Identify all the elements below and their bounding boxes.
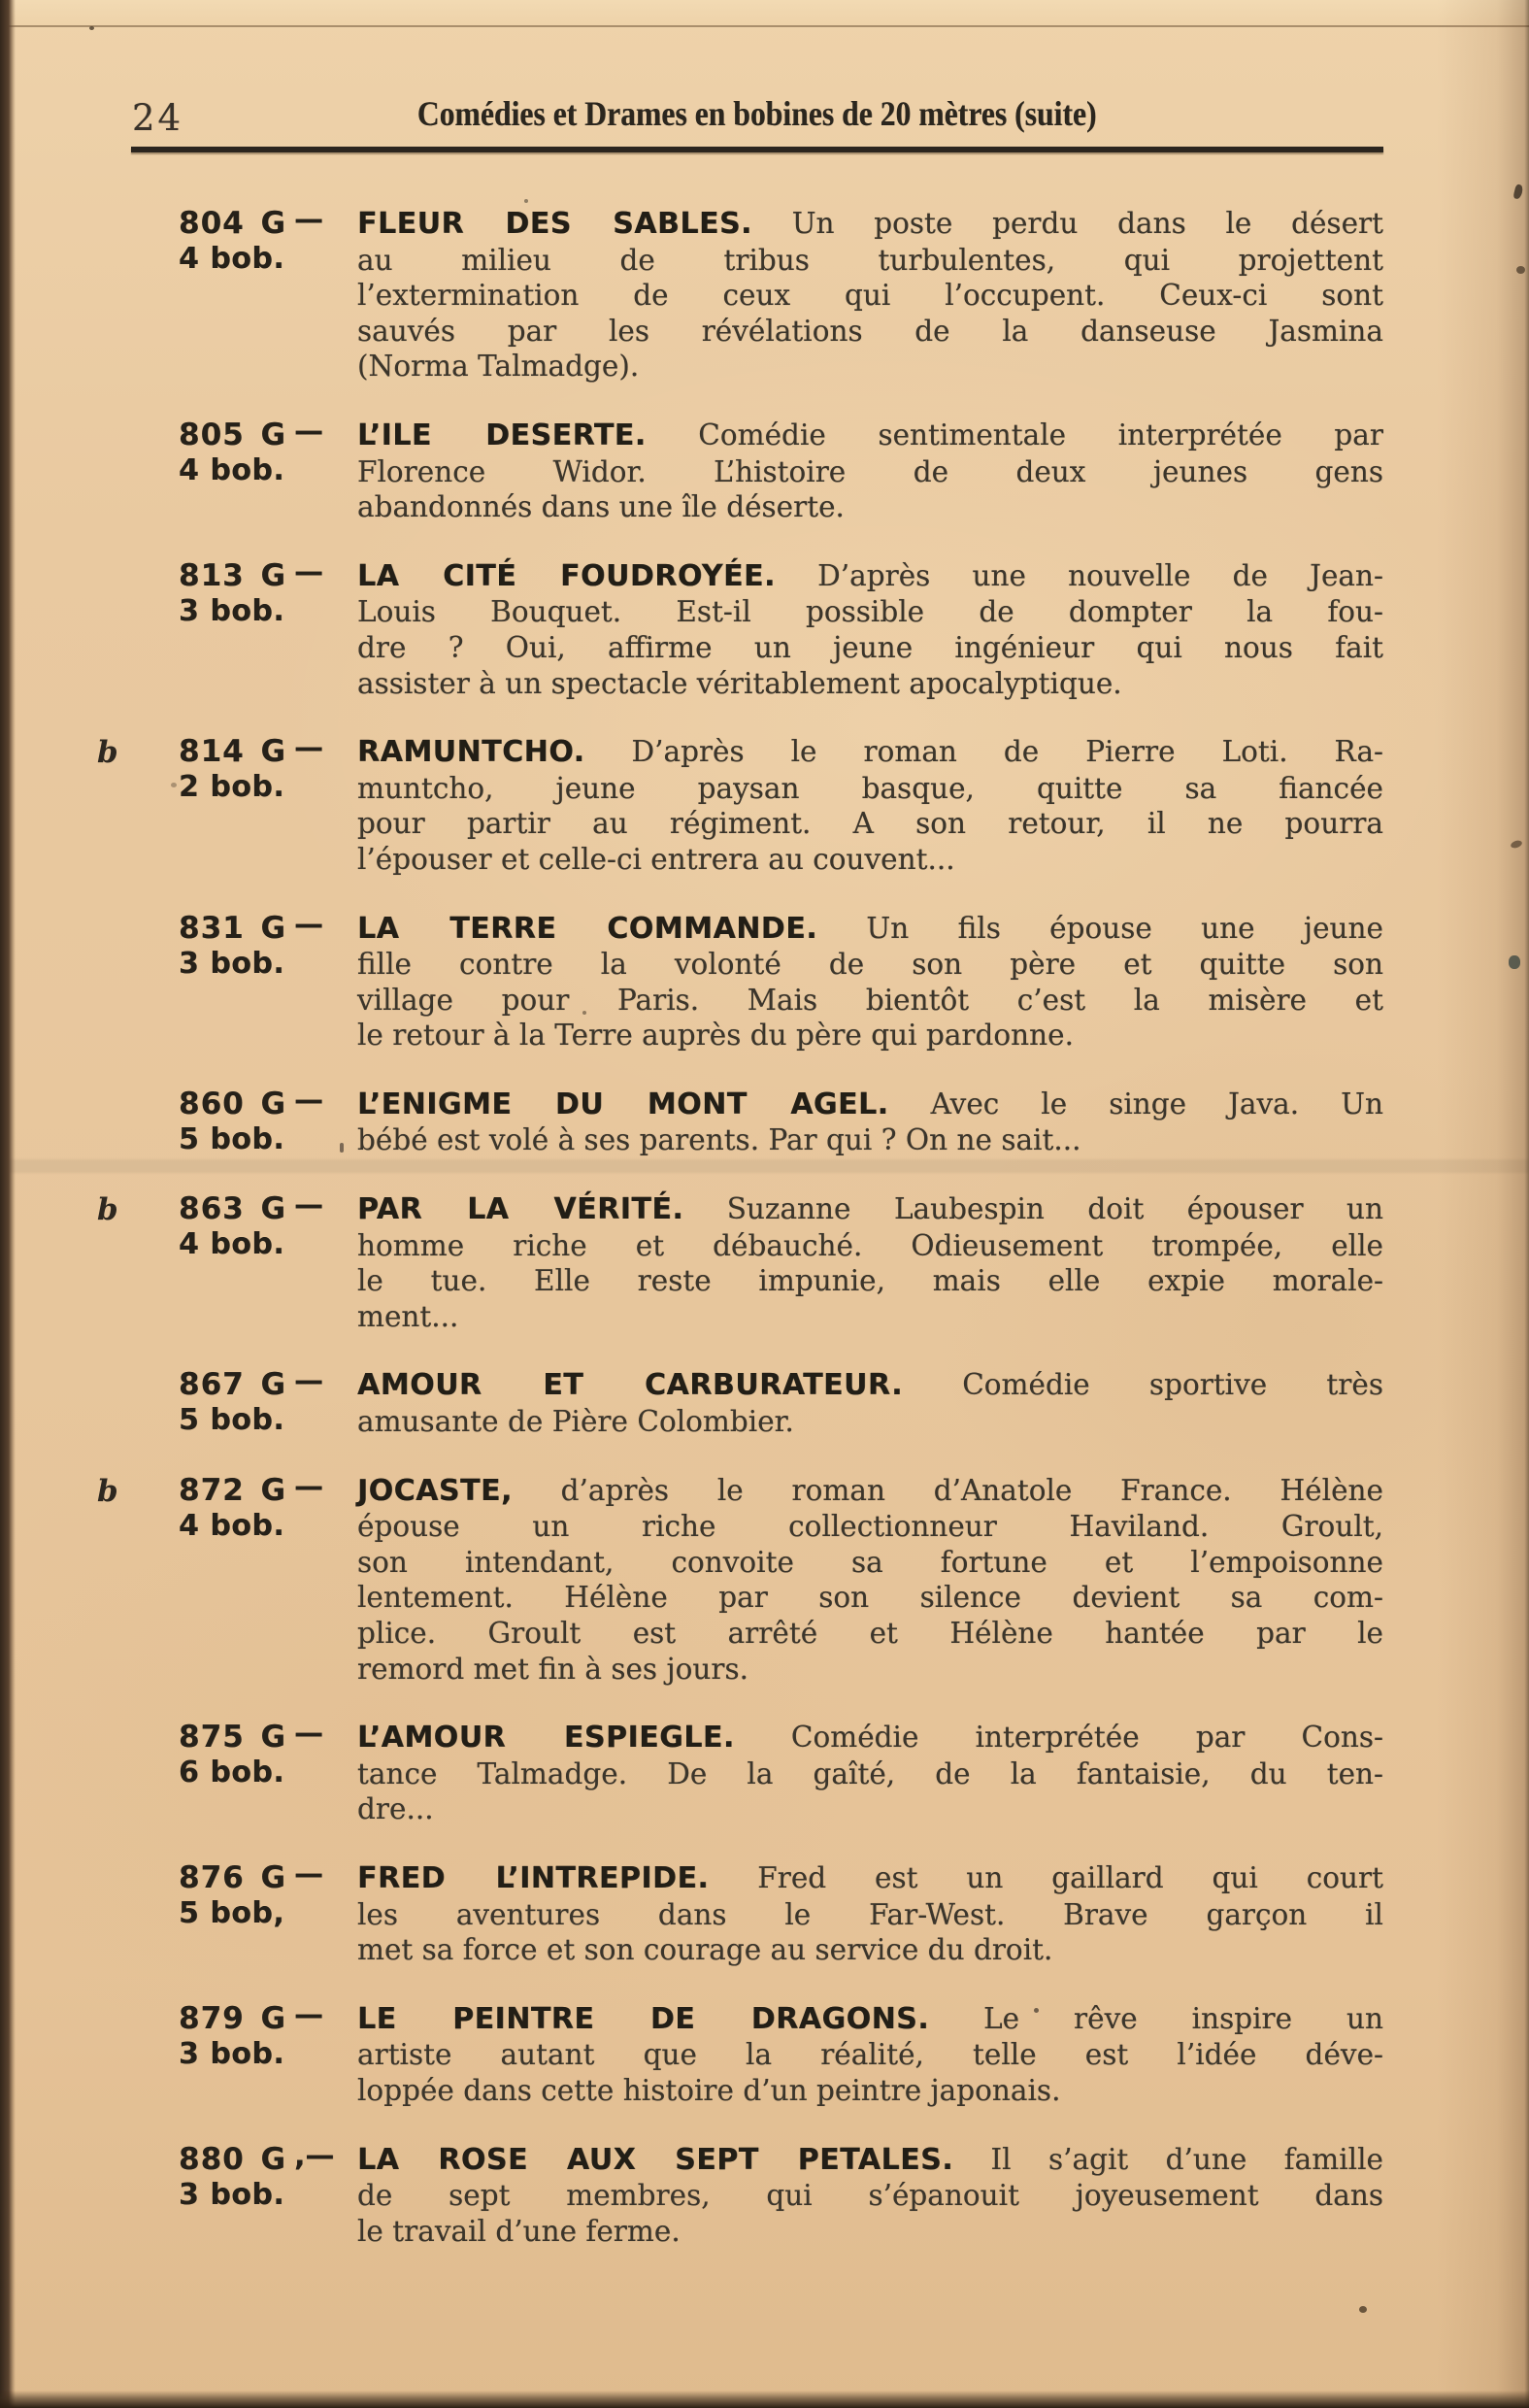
- description-text: Il s’agit d’une famille: [990, 2142, 1383, 2176]
- description-text: Un poste perdu dans le désert: [791, 207, 1383, 240]
- text-line: le travail d’une ferme.: [357, 2214, 681, 2248]
- entry-text: [357, 418, 1383, 525]
- reel-count: 6 bob.: [179, 1756, 285, 1790]
- film-title: L’ENIGME DU MONT AGEL.: [357, 1087, 889, 1121]
- catalog-entry: [0, 203, 1529, 385]
- page-number: 24: [132, 97, 184, 139]
- reel-count: 5 bob.: [179, 1121, 285, 1156]
- film-number: 863 G: [179, 1191, 286, 1227]
- dash-separator: —: [294, 1364, 323, 1399]
- text-line: [357, 2001, 1383, 2038]
- text-line: pour partir au régiment. A son retour, il ne pourra: [357, 807, 1383, 841]
- dash-separator: —: [294, 203, 323, 237]
- dash-separator: —: [294, 907, 323, 942]
- text-line: [357, 1860, 1383, 1897]
- text-line: son intendant, convoite sa fortune et l’empoisonne: [357, 1545, 1383, 1579]
- film-title: L’AMOUR ESPIEGLE.: [357, 1721, 735, 1756]
- text-line: [357, 734, 1383, 771]
- text-line: tance Talmadge. De la gaîté, de la fantaisie, du ten-: [357, 1756, 1383, 1790]
- reel-count: 4 bob.: [179, 242, 285, 276]
- text-line: fille contre la volonté de son père et quitte son: [357, 948, 1383, 982]
- entry-text: [357, 1860, 1383, 1968]
- text-line: l’extermination de ceux qui l’occupent. Ceux-ci sont: [357, 279, 1383, 313]
- description-text: Fred est un gaillard qui court: [757, 1860, 1383, 1894]
- film-number: 805 G: [179, 417, 286, 452]
- entry-text: [357, 1473, 1383, 1688]
- margin-annotation: b: [97, 1192, 118, 1228]
- dash-separator: —: [294, 554, 323, 589]
- catalog-entry: [0, 1364, 1529, 1439]
- description-text: D’après le roman de Pierre Loti. Ra-: [631, 735, 1383, 769]
- text-line: les aventures dans le Far-West. Brave garçon il: [357, 1897, 1383, 1931]
- catalog-entry: [0, 1717, 1529, 1827]
- text-line: l’épouser et celle-ci entrera au couvent...: [357, 842, 955, 876]
- catalog-entry: [0, 1083, 1529, 1158]
- entries-list: [0, 203, 1529, 2282]
- text-line: village pour Paris. Mais bientôt c’est la misère et: [357, 983, 1383, 1017]
- entry-text: [357, 2142, 1383, 2250]
- reel-count: 5 bob,: [179, 1895, 285, 1930]
- text-line: remord met fin à ses jours.: [357, 1652, 748, 1686]
- film-title: JOCASTE,: [357, 1473, 513, 1508]
- reel-count: 3 bob.: [179, 2036, 285, 2071]
- catalog-entry: [0, 1469, 1529, 1688]
- scan-fold-line: [0, 25, 1529, 27]
- text-line: abandonnés dans une île déserte.: [357, 490, 845, 524]
- description-text: d’après le roman d’Anatole France. Hélène: [560, 1473, 1383, 1507]
- entry-text: [357, 911, 1383, 1054]
- film-number: 867 G: [179, 1367, 286, 1403]
- text-line: [357, 1191, 1383, 1228]
- entry-text: [357, 558, 1383, 701]
- entry-text: [357, 206, 1383, 385]
- film-number: 860 G: [179, 1086, 286, 1121]
- margin-annotation: b: [97, 1473, 118, 1509]
- film-title: FLEUR DES SABLES.: [357, 207, 752, 241]
- catalog-entry: [0, 907, 1529, 1054]
- text-line: assister à un spectacle véritablement apocalyptique.: [357, 666, 1122, 700]
- text-line: [357, 1720, 1383, 1756]
- text-line: dre...: [357, 1792, 434, 1826]
- text-line: [357, 206, 1383, 243]
- dash-separator: —: [294, 1469, 323, 1504]
- description-text: Avec le singe Java. Un: [930, 1087, 1383, 1120]
- margin-annotation: b: [97, 735, 118, 771]
- film-title: RAMUNTCHO.: [357, 735, 585, 770]
- text-line: [357, 1367, 1383, 1404]
- text-line: [357, 558, 1383, 595]
- dash-separator: —: [294, 1717, 323, 1752]
- film-title: LE PEINTRE DE DRAGONS.: [357, 2001, 930, 2036]
- header-rule: [131, 147, 1383, 152]
- film-number: 872 G: [179, 1472, 286, 1508]
- text-line: amusante de Pière Colombier.: [357, 1405, 794, 1439]
- text-line: [357, 1087, 1383, 1123]
- reel-count: 4 bob.: [179, 1227, 285, 1262]
- text-line: dre ? Oui, affirme un jeune ingénieur qui nous fait: [357, 630, 1383, 664]
- film-title: AMOUR ET CARBURATEUR.: [357, 1368, 903, 1403]
- film-number: 880 G: [179, 2141, 286, 2177]
- description-text: D’après une nouvelle de Jean-: [817, 558, 1383, 592]
- text-line: bébé est volé à ses parents. Par qui ? On ne sait...: [357, 1123, 1081, 1157]
- catalog-entry: [0, 1997, 1529, 2109]
- dash-separator: ,—: [294, 2138, 335, 2173]
- text-line: muntcho, jeune paysan basque, quitte sa fiancée: [357, 771, 1383, 805]
- entry-text: [357, 734, 1383, 877]
- dash-separator: —: [294, 1856, 323, 1891]
- film-title: PAR LA VÉRITÉ.: [357, 1192, 684, 1227]
- text-line: au milieu de tribus turbulentes, qui projettent: [357, 243, 1383, 277]
- catalog-entry: [0, 554, 1529, 701]
- catalog-entry: [0, 731, 1529, 877]
- entry-text: [357, 1191, 1383, 1334]
- film-number: 879 G: [179, 2000, 286, 2036]
- text-line: Louis Bouquet. Est-il possible de dompter la fou-: [357, 595, 1383, 629]
- reel-count: 4 bob.: [179, 1508, 285, 1543]
- text-line: [357, 911, 1383, 948]
- film-number: 804 G: [179, 206, 286, 241]
- film-title: FRED L’INTREPIDE.: [357, 1860, 710, 1895]
- reel-count: 3 bob.: [179, 593, 285, 628]
- paper-bottom-edge: [0, 2391, 1529, 2408]
- text-line: ment...: [357, 1299, 459, 1333]
- paper-speck: [89, 26, 94, 30]
- entry-text: [357, 1367, 1383, 1439]
- dash-separator: —: [294, 1997, 323, 2032]
- text-line: (Norma Talmadge).: [357, 350, 640, 384]
- text-line: [357, 1473, 1383, 1510]
- text-line: le retour à la Terre auprès du père qui pardonne.: [357, 1019, 1075, 1053]
- catalog-entry: [0, 2138, 1529, 2250]
- text-line: lentement. Hélène par son silence devient sa com-: [357, 1581, 1383, 1615]
- dash-separator: —: [294, 731, 323, 766]
- page-title: Comédies et Drames en bobines de 20 mètres (suite): [417, 94, 1097, 133]
- film-title: L’ILE DESERTE.: [357, 418, 647, 452]
- text-line: sauvés par les révélations de la danseuse Jasmina: [357, 314, 1383, 348]
- catalog-entry: [0, 1856, 1529, 1968]
- entry-text: [357, 2001, 1383, 2109]
- text-line: [357, 418, 1383, 454]
- text-line: Florence Widor. L’histoire de deux jeunes gens: [357, 454, 1383, 488]
- film-title: LA CITÉ FOUDROYÉE.: [357, 558, 776, 593]
- dash-separator: —: [294, 1083, 323, 1118]
- catalog-entry: [0, 414, 1529, 525]
- description-text: Le rêve inspire un: [983, 2001, 1383, 2035]
- text-line: [357, 2142, 1383, 2179]
- dash-separator: —: [294, 1188, 323, 1223]
- text-line: épouse un riche collectionneur Haviland. Groult,: [357, 1510, 1383, 1544]
- catalog-entry: [0, 1188, 1529, 1334]
- description-text: Comédie sentimentale interprétée par: [698, 418, 1383, 452]
- reel-count: 4 bob.: [179, 452, 285, 487]
- paper-top-edge: [0, 0, 1529, 25]
- paper-speck: [1359, 2306, 1367, 2313]
- film-number: 814 G: [179, 734, 286, 770]
- film-title: LA TERRE COMMANDE.: [357, 911, 818, 946]
- entry-text: [357, 1087, 1383, 1158]
- film-number: 875 G: [179, 1720, 286, 1756]
- description-text: Comédie interprétée par Cons-: [790, 1721, 1383, 1755]
- description-text: Un fils épouse une jeune: [866, 911, 1383, 945]
- dash-separator: —: [294, 414, 323, 449]
- text-line: met sa force et son courage au service du droit.: [357, 1933, 1053, 1967]
- reel-count: 2 bob.: [179, 770, 285, 805]
- text-line: artiste autant que la réalité, telle est l’idée déve-: [357, 2038, 1383, 2072]
- text-line: de sept membres, qui s’épanouit joyeusement dans: [357, 2179, 1383, 2213]
- page-header: [131, 93, 1383, 134]
- paper-speck: [524, 199, 528, 203]
- reel-count: 3 bob.: [179, 2177, 285, 2212]
- film-number: 813 G: [179, 557, 286, 593]
- film-title: LA ROSE AUX SEPT PETALES.: [357, 2142, 954, 2177]
- text-line: plice. Groult est arrêté et Hélène hantée par le: [357, 1617, 1383, 1650]
- text-line: le tue. Elle reste impunie, mais elle expie morale-: [357, 1264, 1383, 1298]
- film-number: 876 G: [179, 1859, 286, 1895]
- text-line: loppée dans cette histoire d’un peintre japonais.: [357, 2073, 1061, 2107]
- film-number: 831 G: [179, 910, 286, 946]
- reel-count: 3 bob.: [179, 946, 285, 981]
- description-text: Comédie sportive très: [962, 1368, 1383, 1402]
- description-text: Suzanne Laubespin doit épouser un: [726, 1192, 1383, 1226]
- entry-text: [357, 1720, 1383, 1827]
- text-line: homme riche et débauché. Odieusement trompée, elle: [357, 1228, 1383, 1262]
- reel-count: 5 bob.: [179, 1403, 285, 1438]
